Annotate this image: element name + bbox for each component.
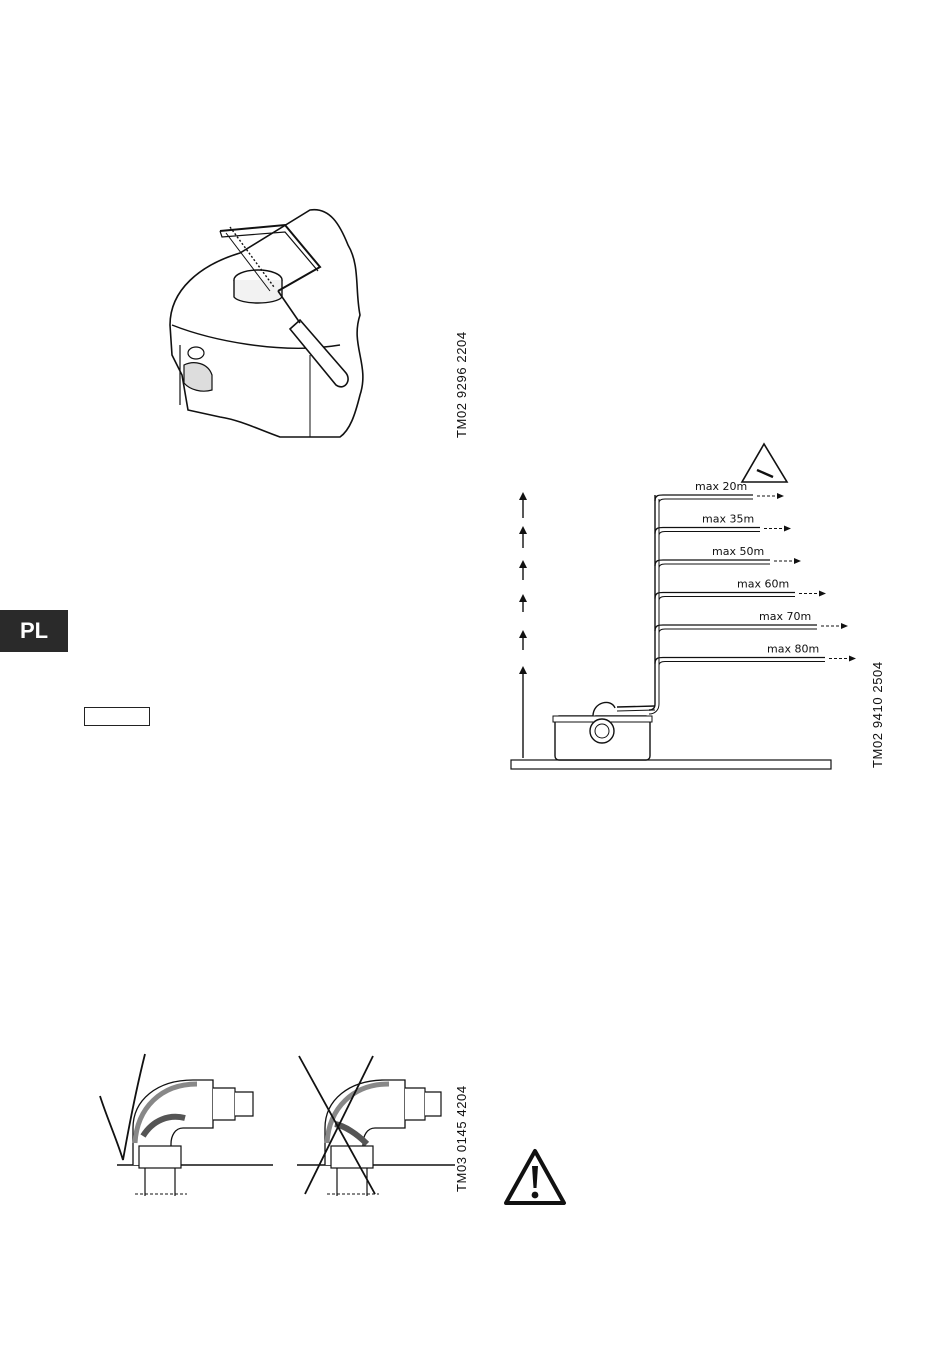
pipe-label: max 35m [702, 512, 755, 526]
pipe-branch [655, 560, 770, 566]
height-arrow-head [519, 666, 527, 674]
pipe-branch-inner [659, 662, 825, 666]
pipe-branch [655, 658, 825, 664]
pipe-label: max 60m [737, 577, 790, 591]
flow-arrow-head [777, 493, 784, 499]
pipe-branch-inner [659, 499, 753, 503]
cut-cap-illustration [160, 205, 370, 445]
figure-code-elbow: TM03 0145 4204 [454, 1085, 469, 1192]
pipe-branch-inner [659, 629, 817, 633]
pipe-branch-inner [659, 564, 770, 568]
pipe-label: max 70m [759, 610, 812, 623]
warning-triangle-icon [742, 444, 787, 482]
pipe-diagram [505, 440, 865, 780]
pipe-branch [655, 625, 817, 631]
riser-pipe [649, 495, 655, 710]
pipe-branch-inner [659, 532, 760, 536]
figure-code-pipe: TM02 9410 2504 [870, 661, 885, 768]
flow-arrow-head [849, 656, 856, 662]
pipe-branch-inner [659, 597, 795, 601]
flow-arrow-head [819, 591, 826, 597]
flow-arrow-head [841, 623, 848, 629]
figure-code-cut: TM02 9296 2204 [454, 331, 469, 438]
pipe-label: max 80m [767, 642, 820, 656]
language-tab: PL [0, 610, 68, 652]
pipe-branch [655, 528, 760, 534]
empty-label-box [84, 707, 150, 726]
height-arrow-head [519, 560, 527, 568]
height-arrow-head [519, 594, 527, 602]
height-arrow-head [519, 630, 527, 638]
pipe-label: max 20m [695, 480, 748, 493]
pump-unit [553, 702, 655, 760]
flow-arrow-head [794, 558, 801, 564]
height-arrow-head [519, 526, 527, 534]
flow-arrow-head [784, 526, 791, 532]
riser-pipe-inner [649, 499, 659, 714]
pipe-branch [655, 495, 753, 501]
pipe-branch [655, 593, 795, 599]
warning-icon [503, 1148, 567, 1206]
elbow-correct-illustration [95, 1048, 275, 1198]
elbow-incorrect-illustration [295, 1048, 455, 1198]
floor-slab [511, 760, 831, 769]
height-arrow-head [519, 492, 527, 500]
pipe-label: max 50m [712, 545, 765, 558]
